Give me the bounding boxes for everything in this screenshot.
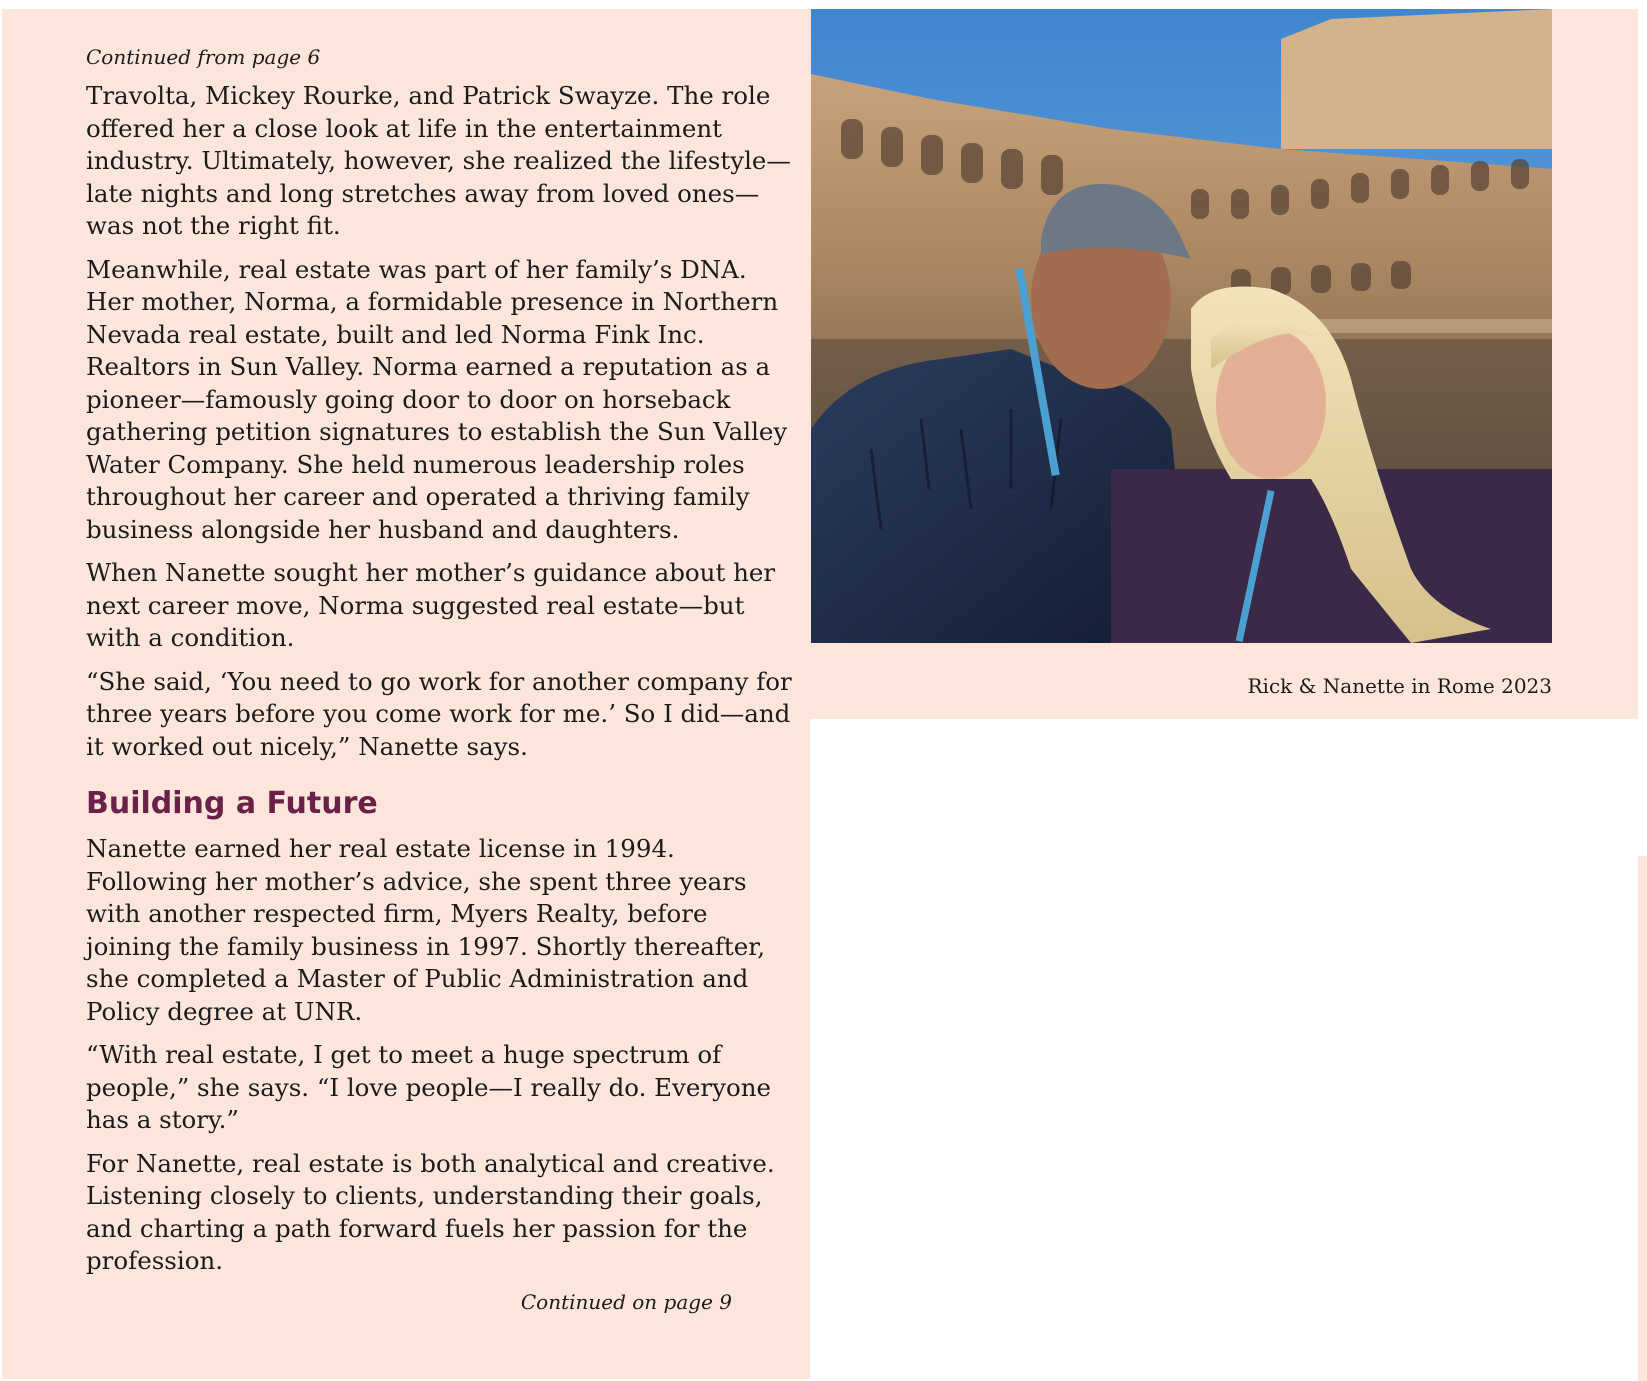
article-paragraph: Nanette earned her real estate license in 1994. Following her mother’s advice, she spent three years with another respected firm, Myers Realty, before joining the family business in 1997. Shortly thereafter, she completed a Master of Public Administration and Policy degree at UNR. xyxy=(86,834,766,1026)
article-paragraph: When Nanette sought her mother’s guidance about her next career move, Norma suggested real estate—but with a condition. xyxy=(86,558,776,652)
adjacent-panel-edge xyxy=(1638,856,1647,1381)
colosseum-couple-photo xyxy=(811,9,1552,643)
article-paragraph: Travolta, Mickey Rourke, and Patrick Swayze. The role offered her a close look at life in the entertainment industry. Ultimately, however, she realized the lifestyle—late nights and long stretches away from loved ones—was not the right fit. xyxy=(86,81,791,240)
section-heading: Building a Future xyxy=(86,786,378,821)
article-paragraph: For Nanette, real estate is both analytical and creative. Listening closely to clients, understanding their goals, and charting a path forward fuels her passion for the profession. xyxy=(86,1148,775,1275)
continued-from-note: Continued from page 6 xyxy=(86,45,321,69)
continued-on-note: Continued on page 9 xyxy=(520,1289,732,1314)
article-paragraph: “She said, ‘You need to go work for another company for three years before you come work for me.’ So I did—and it worked out nicely,” Nanette says. xyxy=(86,666,792,761)
article-paragraph: “With real estate, I get to meet a huge spectrum of people,” she says. “I love people—I really do. Everyone has a story.” xyxy=(86,1040,771,1134)
photo-caption: Rick & Nanette in Rome 2023 xyxy=(1247,674,1552,698)
article-paragraph: Meanwhile, real estate was part of her family’s DNA. Her mother, Norma, a formidable presence in Northern Nevada real estate, built and led Norma Fink Inc. Realtors in Sun Valley. Norma earned a reputation as a pioneer—famously going door to door on horseback gathering petition signatures to establish the Sun Valley Water Company. She held numerous leadership roles throughout her career and operated a thriving family business alongside her husband and daughters. xyxy=(86,254,788,544)
article-column xyxy=(86,44,796,1315)
